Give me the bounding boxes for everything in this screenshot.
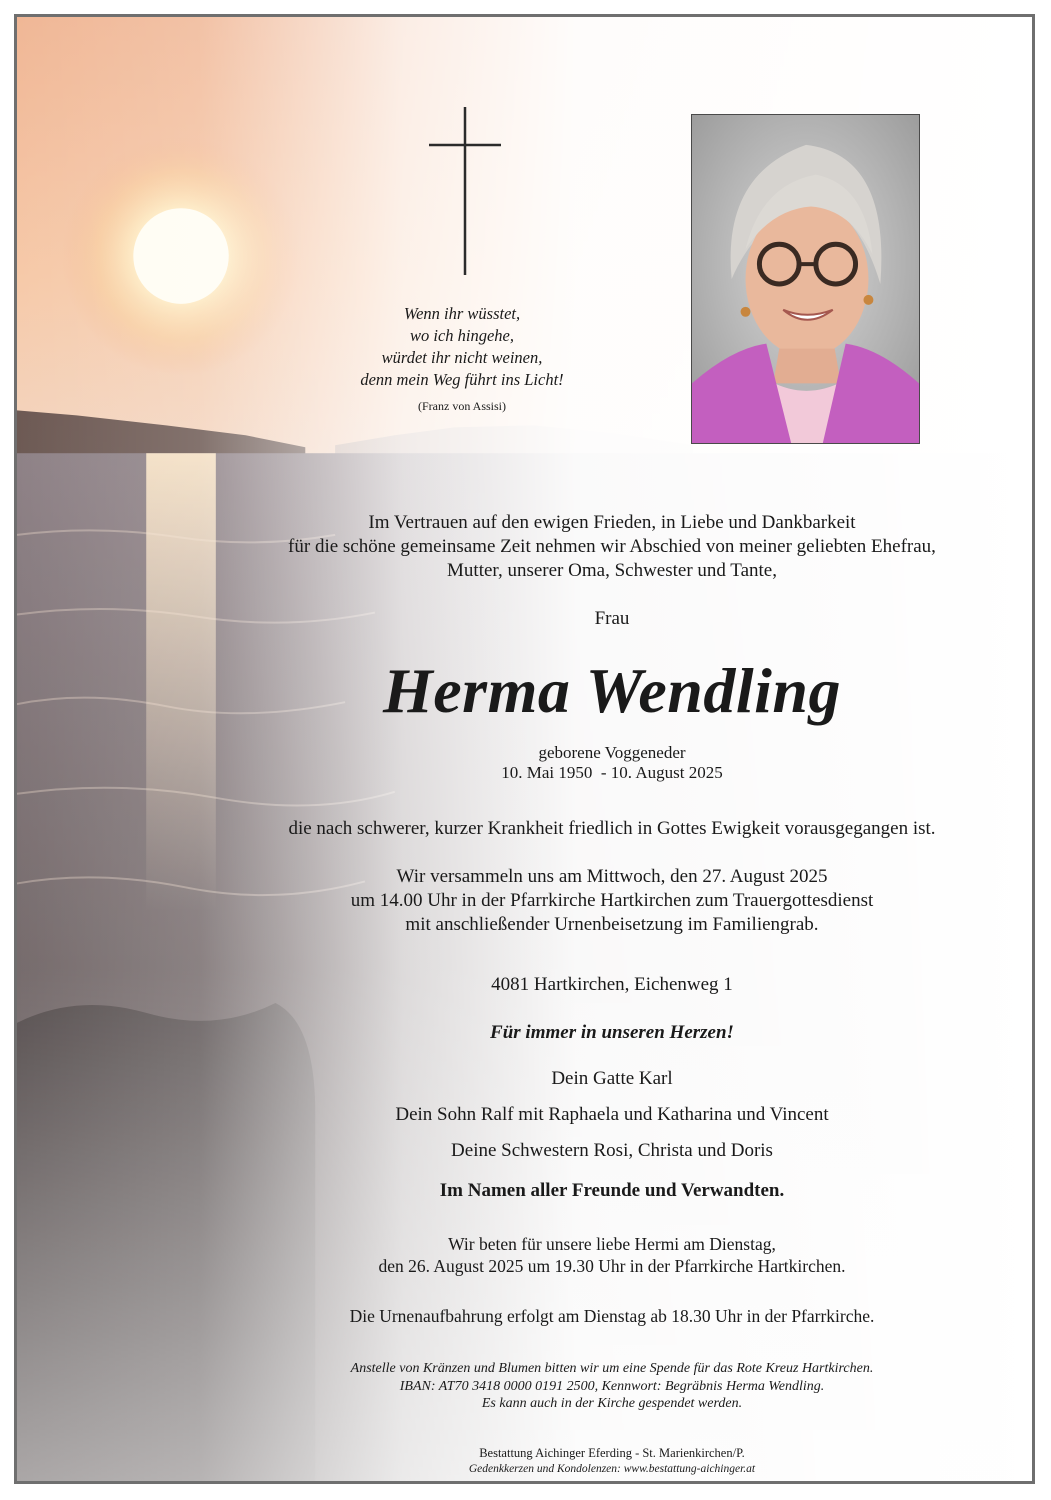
life-dates: 10. Mai 1950 - 10. August 2025: [501, 763, 723, 782]
passing-text: die nach schwerer, kurzer Krankheit friedlich in Gottes Ewigkeit vorausgegangen ist.: [288, 818, 936, 839]
intro-line: Im Vertrauen auf den ewigen Frieden, in Liebe und Dankbarkeit: [368, 512, 856, 533]
service-info: [207, 865, 1017, 937]
salutation: Frau: [594, 608, 630, 629]
quote-line: Wenn ihr wüsstet,: [403, 304, 521, 323]
urn-viewing-info: Die Urnenaufbahrung erfolgt am Dienstag ab 18.30 Uhr in der Pfarrkirche.: [349, 1306, 875, 1326]
prayer-info: [207, 1233, 1017, 1277]
birth-name: geborene Voggeneder: [538, 743, 686, 762]
undertaker-name: Bestattung Aichinger Eferding - St. Marienkirchen/P.: [479, 1446, 745, 1460]
intro-text: [207, 511, 1017, 583]
quote-line: wo ich hingehe,: [409, 326, 515, 345]
family-member: Deine Schwestern Rosi, Christa und Doris: [451, 1140, 773, 1161]
family-list: [207, 1067, 1017, 1175]
family-member: Dein Gatte Karl: [551, 1068, 673, 1089]
donation-line: Es kann auch in der Kirche gespendet werden.: [481, 1396, 743, 1411]
undertaker-footer: [207, 1445, 1017, 1477]
intro-line: Mutter, unserer Oma, Schwester und Tante,: [447, 560, 777, 581]
birth-info: [207, 743, 1017, 783]
family-member: Dein Sohn Ralf mit Raphaela und Katharina und Vincent: [395, 1104, 829, 1125]
quote-source: (Franz von Assisi): [418, 399, 506, 413]
quote-line: würdet ihr nicht weinen,: [381, 348, 543, 367]
donation-line: Anstelle von Kränzen und Blumen bitten wir um eine Spende für das Rote Kreuz Hartkirchen.: [350, 1361, 874, 1376]
obituary-card: [14, 14, 1035, 1484]
cross-icon: [429, 107, 501, 275]
prayer-line: Wir beten für unsere liebe Hermi am Dienstag,: [448, 1234, 776, 1254]
portrait-image: [692, 115, 919, 443]
portrait-photo: [691, 114, 920, 444]
donation-info: [207, 1360, 1017, 1413]
memorial-motto: Für immer in unseren Herzen!: [490, 1022, 734, 1043]
quote-line: denn mein Weg führt ins Licht!: [360, 370, 564, 389]
family-address: 4081 Hartkirchen, Eichenweg 1: [491, 974, 733, 995]
service-line: um 14.00 Uhr in der Pfarrkirche Hartkirchen zum Trauergottesdienst: [350, 890, 874, 911]
deceased-name: Herma Wendling: [382, 655, 842, 726]
memorial-quote: [297, 303, 627, 417]
on-behalf-line: Im Namen aller Freunde und Verwandten.: [439, 1180, 785, 1201]
donation-line: IBAN: AT70 3418 0000 0191 2500, Kennwort: Begräbnis Herma Wendling.: [399, 1378, 825, 1394]
undertaker-website: Gedenkkerzen und Kondolenzen: www.bestattung-aichinger.at: [468, 1463, 756, 1475]
prayer-line: den 26. August 2025 um 19.30 Uhr in der Pfarrkirche Hartkirchen.: [378, 1256, 846, 1276]
service-line: Wir versammeln uns am Mittwoch, den 27. August 2025: [396, 866, 828, 887]
intro-line: für die schöne gemeinsame Zeit nehmen wir Abschied von meiner geliebten Ehefrau,: [288, 536, 936, 557]
service-line: mit anschließender Urnenbeisetzung im Familiengrab.: [405, 914, 819, 935]
